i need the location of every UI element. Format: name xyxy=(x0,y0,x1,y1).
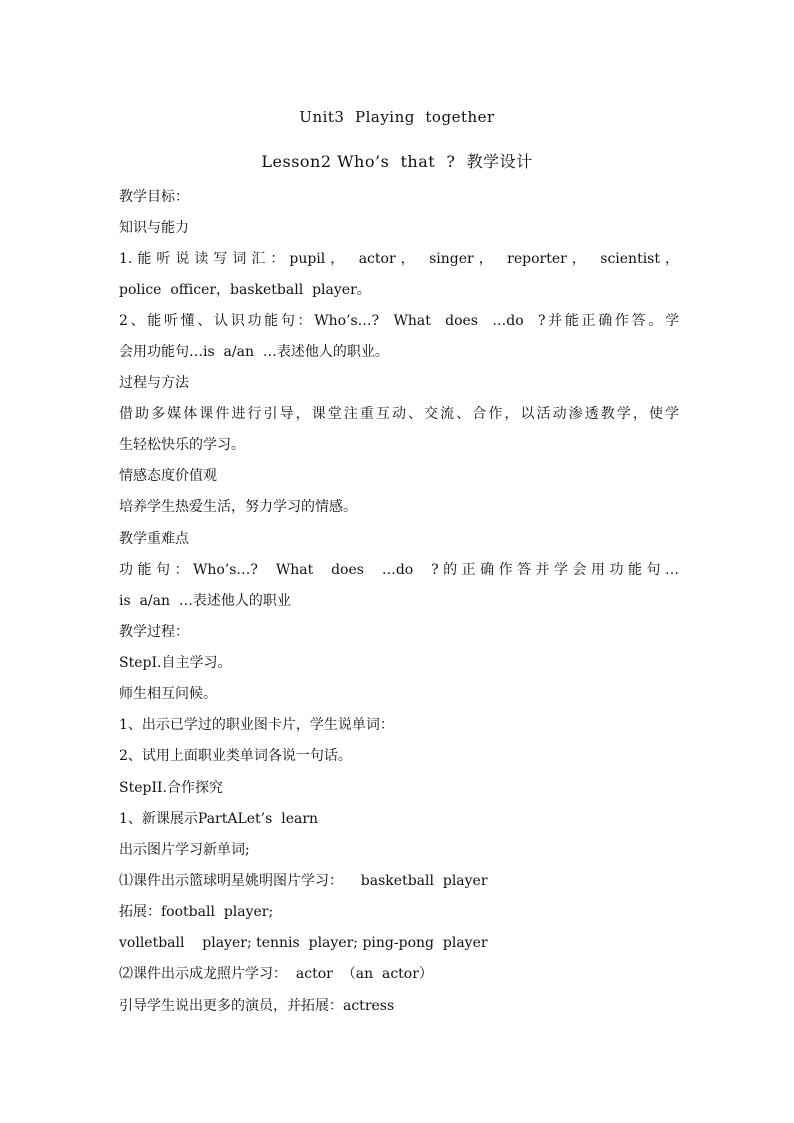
text-line: 教学过程： xyxy=(119,624,189,640)
text-line: 功能句：Who’s…? What does …do ?的正确作答并学会用功能句… xyxy=(119,562,679,578)
text-line: 拓展：football player; xyxy=(119,904,274,920)
text-line: ⑴课件出示篮球明星姚明图片学习： basketball player xyxy=(119,873,488,889)
text-line: 出示图片学习新单词; xyxy=(119,842,250,858)
text-line: 师生相互问候。 xyxy=(119,686,217,702)
text-line: police officer，basketball player。 xyxy=(119,282,371,298)
text-line: 知识与能力 xyxy=(119,220,189,236)
text-line: 过程与方法 xyxy=(119,375,189,391)
text-line: volletball player; tennis player; ping-pong player xyxy=(119,935,488,951)
document-title: Unit3 Playing together xyxy=(299,108,495,126)
text-line: 教学重难点 xyxy=(119,531,189,547)
text-line: 教学目标： xyxy=(119,189,189,205)
text-line: 会用功能句…is a/an …表述他人的职业。 xyxy=(119,344,389,360)
text-line: 情感态度价值观 xyxy=(119,468,217,484)
text-line: is a/an …表述他人的职业 xyxy=(119,593,291,609)
text-line: 1.能听说读写词汇：pupil， actor， singer， reporter， scientist， xyxy=(119,251,679,267)
document-subtitle: Lesson2 Who’s that ? 教学设计 xyxy=(261,152,533,171)
text-line: 生轻松快乐的学习。 xyxy=(119,437,245,453)
text-line: 2、能听懂、认识功能句：Who’s…? What does …do ?并能正确作答。学 xyxy=(119,313,679,329)
text-line: 1、新课展示PartALet’s learn xyxy=(119,811,319,827)
text-line: 借助多媒体课件进行引导，课堂注重互动、交流、合作，以活动渗透教学，使学 xyxy=(119,406,679,422)
text-line: 培养学生热爱生活，努力学习的情感。 xyxy=(119,499,357,515)
text-line: 引导学生说出更多的演员，并拓展：actress xyxy=(119,998,395,1014)
text-line: 2、试用上面职业类单词各说一句话。 xyxy=(119,748,352,764)
text-line: ⑵课件出示成龙照片学习： actor （an actor） xyxy=(119,966,433,982)
text-line: StepI.自主学习。 xyxy=(119,655,232,671)
text-line: StepII.合作探究 xyxy=(119,780,223,796)
text-line: 1、出示已学过的职业图卡片，学生说单词： xyxy=(119,717,394,733)
